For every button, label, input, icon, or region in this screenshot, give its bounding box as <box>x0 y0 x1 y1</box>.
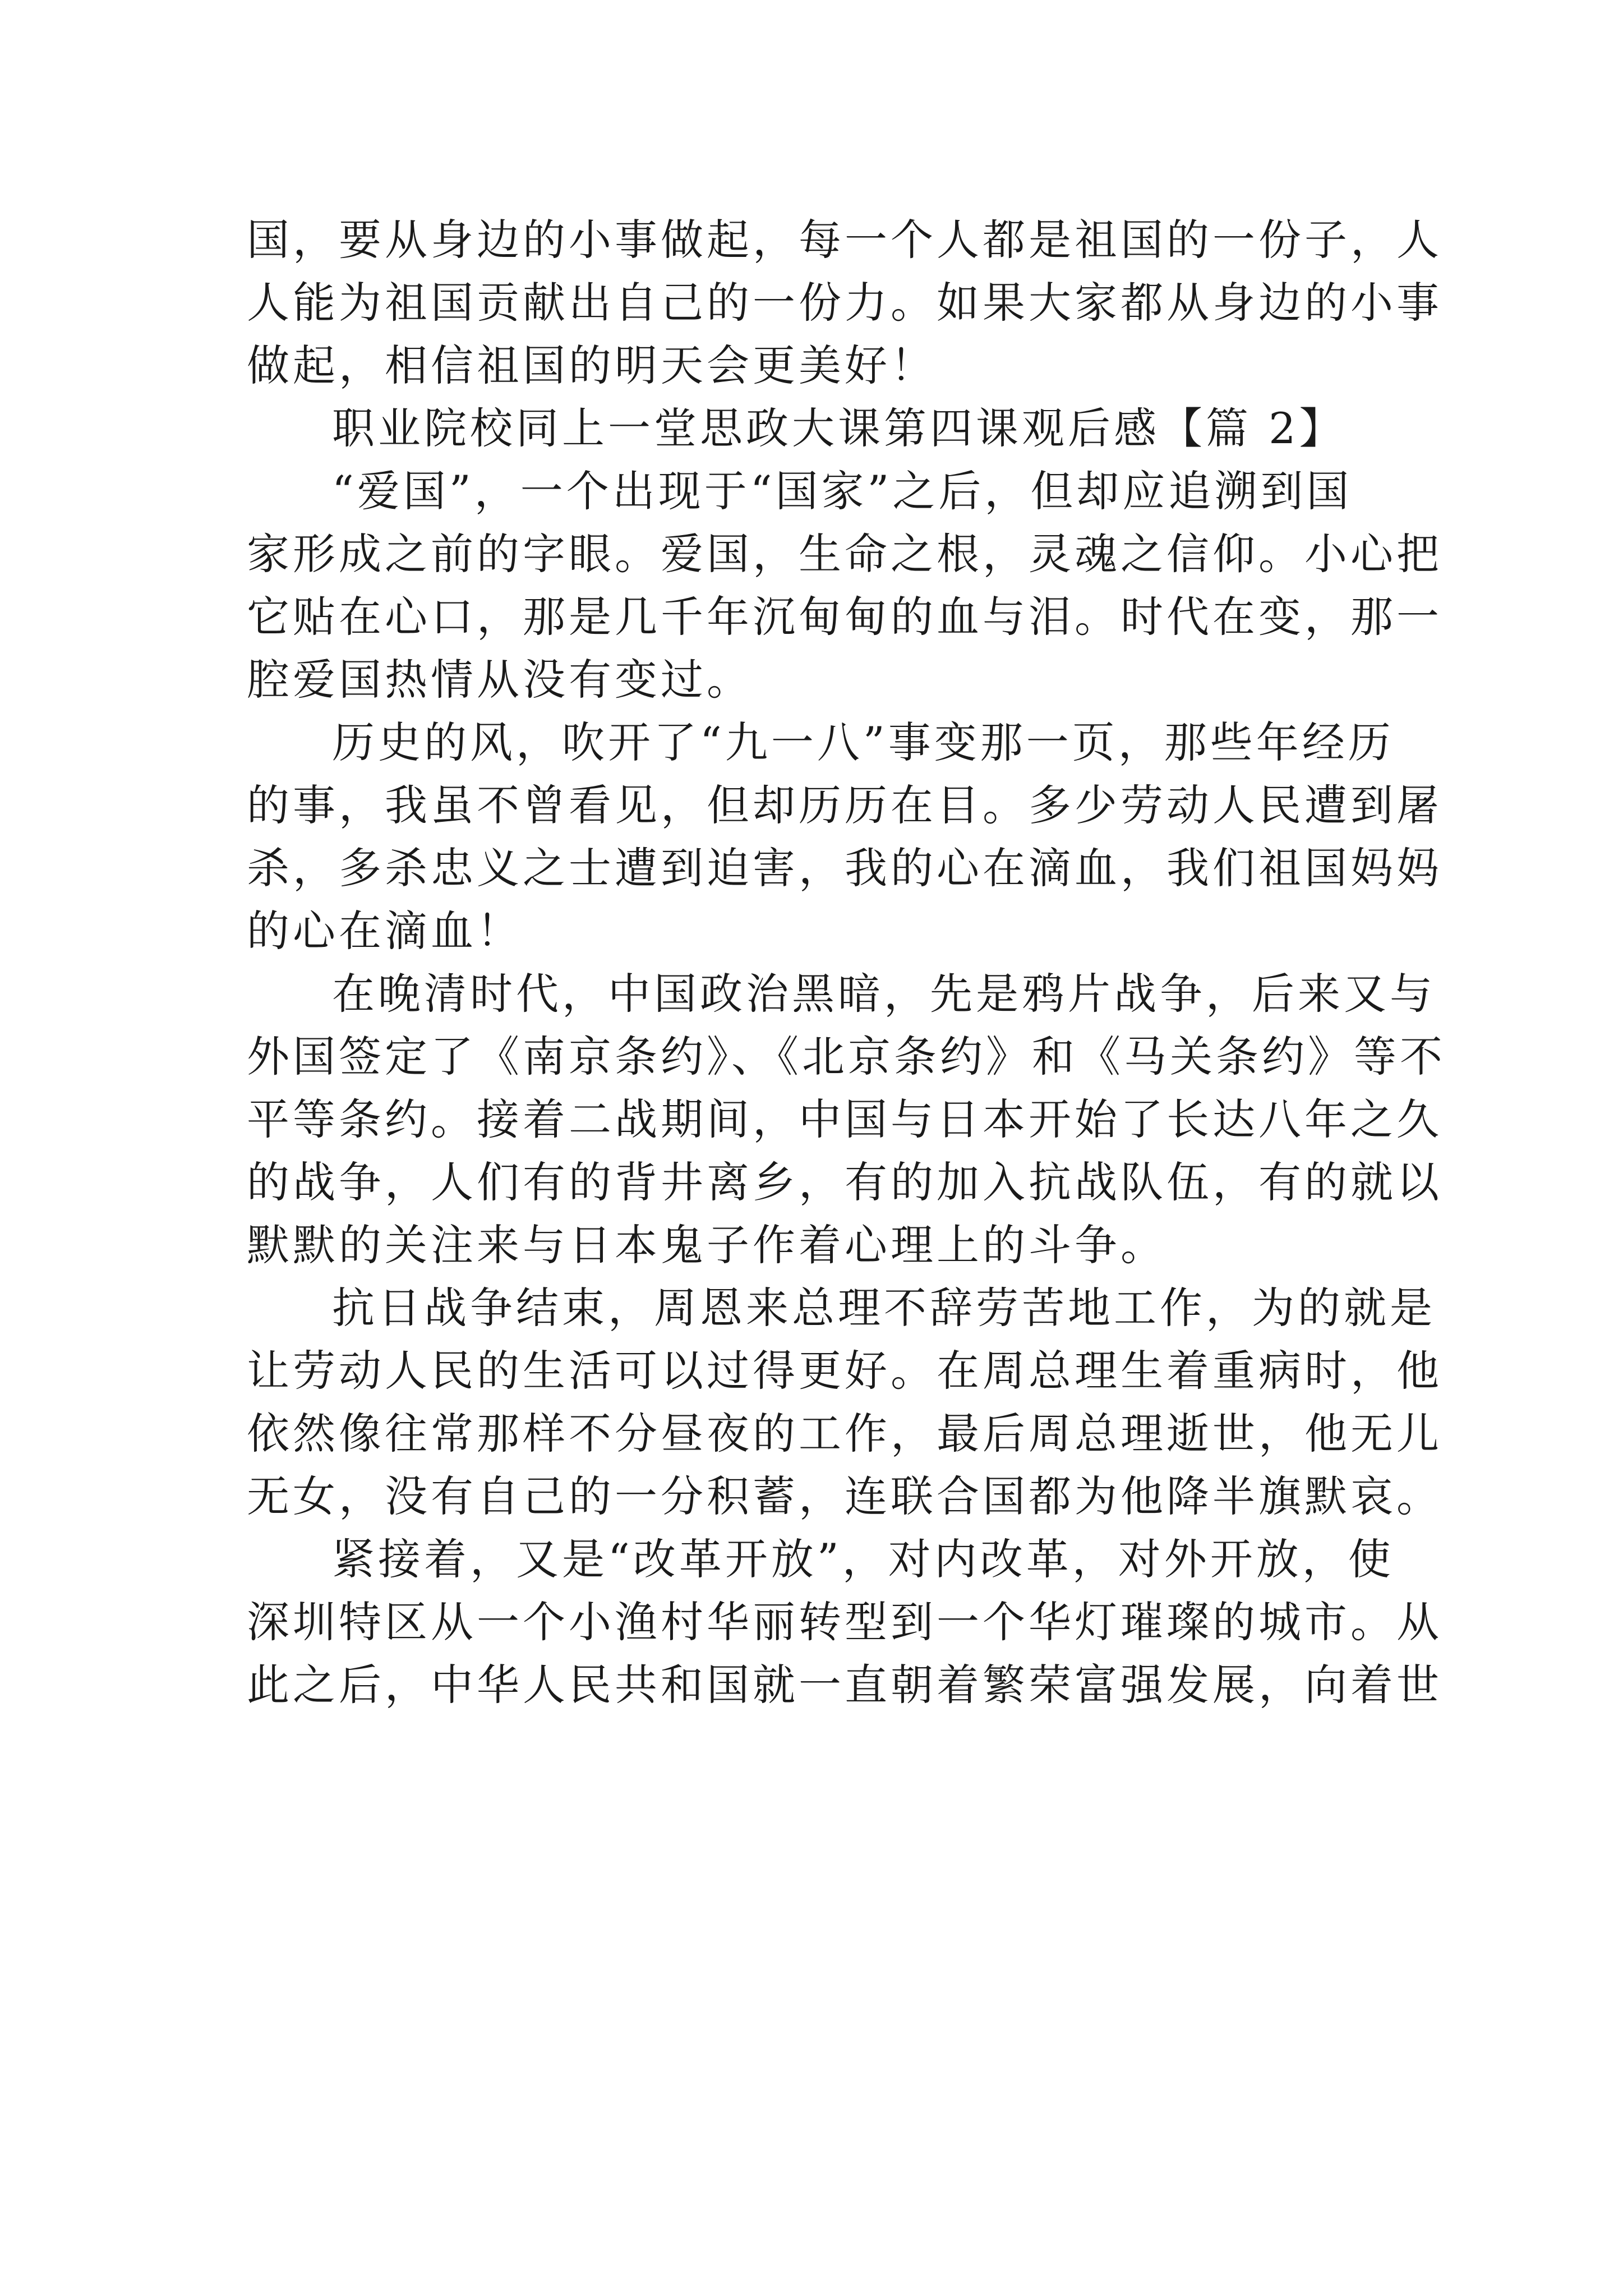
text-line: 紧接着，又是“改革开放”，对内改革，对外开放，使 <box>332 1534 1394 1584</box>
text-line: 历史的风，吹开了“九一八”事变那一页，那些年经历 <box>332 717 1394 767</box>
text-line: 外国签定了《南京条约》、《北京条约》和《马关条约》等不 <box>247 1032 1446 1082</box>
text-line: “爱国”，一个出现于“国家”之后，但却应追溯到国 <box>332 466 1353 516</box>
text-line: 人能为祖国贡献出自己的一份力。如果大家都从身边的小事 <box>247 278 1442 328</box>
text-line: 在晚清时代，中国政治黑暗，先是鸦片战争，后来又与 <box>332 969 1436 1019</box>
text-line: 平等条约。接着二战期间，中国与日本开始了长达八年之久 <box>247 1094 1442 1144</box>
text-line: 国，要从身边的小事做起，每一个人都是祖国的一份子，人 <box>247 215 1442 265</box>
text-line: 腔爱国热情从没有变过。 <box>247 655 753 705</box>
text-line: 的战争，人们有的背井离乡，有的加入抗战队伍，有的就以 <box>247 1157 1442 1207</box>
text-line: 无女，没有自己的一分积蓄，连联合国都为他降半旗默哀。 <box>247 1471 1442 1521</box>
text-line: 抗日战争结束，周恩来总理不辞劳苦地工作，为的就是 <box>332 1283 1436 1333</box>
text-line: 杀，多杀忠义之士遭到迫害，我的心在滴血，我们祖国妈妈 <box>247 843 1442 893</box>
document-page <box>247 209 1446 1717</box>
text-line: 的事，我虽不曾看见，但却历历在目。多少劳动人民遭到屠 <box>247 780 1442 830</box>
text-line: 默默的关注来与日本鬼子作着心理上的斗争。 <box>247 1220 1166 1270</box>
text-line: 它贴在心口，那是几千年沉甸甸的血与泪。时代在变，那一 <box>247 592 1442 642</box>
text-line: 家形成之前的字眼。爱国，生命之根，灵魂之信仰。小心把 <box>247 529 1442 579</box>
text-line: 做起，相信祖国的明天会更美好！ <box>247 341 937 390</box>
text-line: 此之后，中华人民共和国就一直朝着繁荣富强发展，向着世 <box>247 1660 1442 1710</box>
text-line: 依然像往常那样不分昼夜的工作，最后周总理逝世，他无儿 <box>247 1409 1442 1458</box>
text-line: 深圳特区从一个小渔村华丽转型到一个华灯璀璨的城市。从 <box>247 1597 1442 1647</box>
text-line: 让劳动人民的生活可以过得更好。在周总理生着重病时，他 <box>247 1346 1442 1396</box>
text-line: 的心在滴血！ <box>247 906 523 956</box>
section-heading: 职业院校同上一堂思政大课第四课观后感【篇 2】 <box>332 403 1345 453</box>
